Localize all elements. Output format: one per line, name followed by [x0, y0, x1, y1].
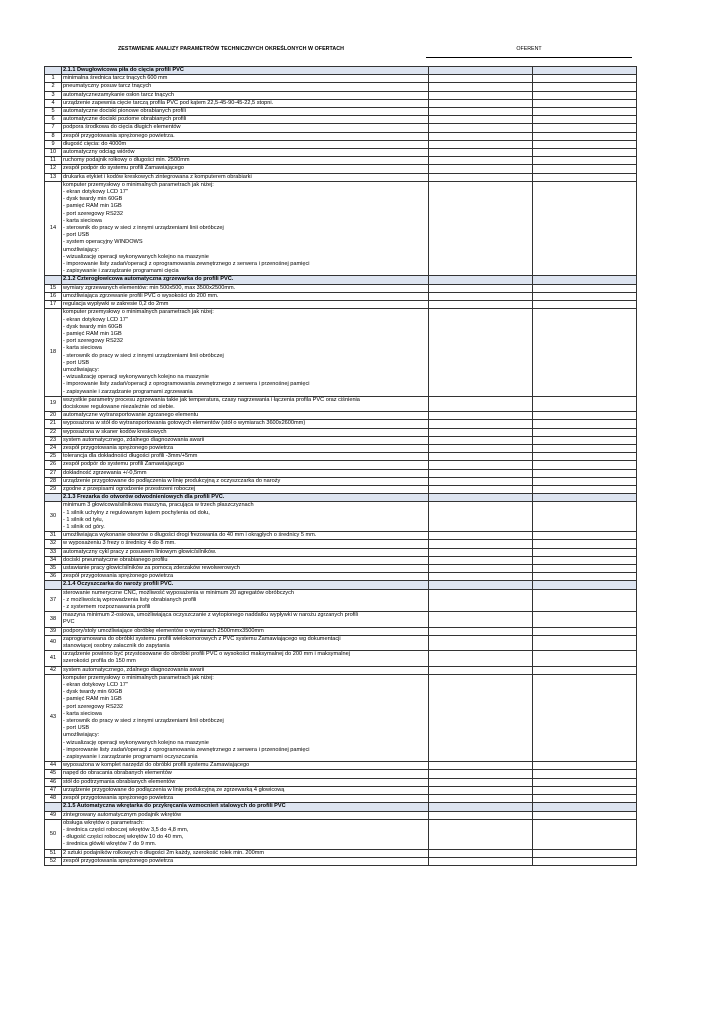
offer-remarks-cell[interactable] [533, 803, 637, 811]
table-row [45, 811, 637, 819]
row-number: 26 [45, 461, 62, 469]
parameter-text: system automatycznego, zdalnego diagnozowania awarii [62, 436, 429, 444]
row-number [45, 803, 62, 811]
offer-remarks-cell[interactable] [533, 99, 637, 107]
row-number: 48 [45, 795, 62, 803]
row-number: 5 [45, 108, 62, 116]
row-number: 24 [45, 444, 62, 452]
offer-value-cell[interactable] [429, 573, 533, 581]
row-number [45, 581, 62, 589]
row-number: 31 [45, 532, 62, 540]
offer-remarks-cell[interactable] [533, 173, 637, 181]
table-row [45, 469, 637, 477]
parameter-text: podpora środkowa do cięcia długich elementów [62, 124, 429, 132]
table-row [45, 819, 637, 849]
parameter-text: zespół przygotowania sprężonego powietrza [62, 444, 429, 452]
offer-value-cell[interactable] [429, 116, 533, 124]
offer-value-cell[interactable] [429, 453, 533, 461]
oferent-label: OFERENT [516, 46, 542, 52]
offer-value-cell[interactable] [429, 67, 533, 75]
section-header-row [45, 276, 637, 284]
row-number: 43 [45, 674, 62, 761]
offer-remarks-cell[interactable] [533, 651, 637, 666]
parameter-text: obsługa wkrętów o parametrach: - średnica części roboczej wkrętów 3,5 do 4,8 mm, - długość części roboczej wkrętów 10 do 40 mm, - średnica główki wkrętów 7 do 9 mm. [62, 819, 429, 849]
parameter-text: urządzenie przygotowane do podłączenia w linię produkcyjną z oczyszczarka do naroży [62, 477, 429, 485]
table-row [45, 116, 637, 124]
offer-value-cell[interactable] [429, 99, 533, 107]
offer-value-cell[interactable] [429, 181, 533, 276]
table-row [45, 795, 637, 803]
table-row [45, 502, 637, 532]
parameter-text: dociski pneumatyczne obrabianego profilu [62, 556, 429, 564]
offer-value-cell[interactable] [429, 292, 533, 300]
table-row [45, 540, 637, 548]
offer-remarks-cell[interactable] [533, 412, 637, 420]
row-number: 36 [45, 573, 62, 581]
row-number: 44 [45, 762, 62, 770]
parameter-text: komputer przemysłowy o minimalnych parametrach jak niżej: - ekran dotykowy LCD 17" - dysk twardy min 60GB - pamięć RAM min 1GB - port szeregowy RS232 - karta sieciowa - sterownik do pracy w sieci z innymi urządzeniami linii obróbczej - port USB umożliwiający: - wizualizację operacji wykonywanych kolejno na maszynie - imporowanie listy zadań/operacji z oprogramowania zewnętrznego z serwera i przenośnej pamięci - zapisywanie i zarządzanie programami oczyszczania [62, 674, 429, 761]
table-row [45, 612, 637, 627]
offer-remarks-cell[interactable] [533, 857, 637, 865]
offer-value-cell[interactable] [429, 857, 533, 865]
parameter-text: zespół przygotowania sprężonego powietrza [62, 857, 429, 865]
offer-value-cell[interactable] [429, 75, 533, 83]
row-number: 11 [45, 157, 62, 165]
parameter-text: urządzenie powinno być przystosowane do obróbki profili PVC o wysokości maksymalnej do 200 mm i maksymalnej szerokości profila do 150 mm [62, 651, 429, 666]
row-number: 39 [45, 627, 62, 635]
row-number: 51 [45, 849, 62, 857]
offer-remarks-cell[interactable] [533, 477, 637, 485]
offer-value-cell[interactable] [429, 494, 533, 502]
parameter-text: napęd do obracania obrabanych elementów [62, 770, 429, 778]
row-number: 41 [45, 651, 62, 666]
table-row [45, 548, 637, 556]
offer-remarks-cell[interactable] [533, 301, 637, 309]
offer-value-cell[interactable] [429, 589, 533, 612]
row-number: 6 [45, 116, 62, 124]
parameter-text: umożliwiająca wykonanie otworów o długości drogi frezowania do 40 mm i okrągłych o średnicy 5 mm. [62, 532, 429, 540]
offer-remarks-cell[interactable] [533, 540, 637, 548]
table-row [45, 556, 637, 564]
offer-remarks-cell[interactable] [533, 635, 637, 650]
parameter-text: wszystkie parametry procesu zgrzewania takie jak temperatura, czasy nagrzewania i łączenia profila PVC oraz ciśnienia dociskowe regulowane niezależnie od siebie. [62, 396, 429, 411]
row-number: 18 [45, 309, 62, 396]
offer-value-cell[interactable] [429, 469, 533, 477]
table-row [45, 627, 637, 635]
row-number: 30 [45, 502, 62, 532]
parameter-text: zintegrowany automatycznym podajnik wkrętów [62, 811, 429, 819]
offer-remarks-cell[interactable] [533, 849, 637, 857]
row-number: 47 [45, 786, 62, 794]
row-number: 1 [45, 75, 62, 83]
table-row [45, 436, 637, 444]
row-number: 35 [45, 565, 62, 573]
offer-value-cell[interactable] [429, 124, 533, 132]
offer-remarks-cell[interactable] [533, 75, 637, 83]
offer-remarks-cell[interactable] [533, 284, 637, 292]
offer-value-cell[interactable] [429, 301, 533, 309]
offer-value-cell[interactable] [429, 795, 533, 803]
parameter-text: sterowanie numeryczne CNC, możliwość wyposażenia w minimum 20 agregatów obróbczych - z możliwością wprowadzenia listy obrabianych profili - z systemem rozpoznawania profili [62, 589, 429, 612]
parameter-text: minimalna średnica tarcz tnących 600 mm [62, 75, 429, 83]
offer-remarks-cell[interactable] [533, 124, 637, 132]
table-row [45, 124, 637, 132]
offer-value-cell[interactable] [429, 819, 533, 849]
parameter-text: tolerancja dla dokładności długości profili -3mm/+5mm [62, 453, 429, 461]
parameter-text: urządzenie przygotowane do podłączenia w linię produkcyjną ze zgrzewarką 4 głowicową [62, 786, 429, 794]
table-row [45, 292, 637, 300]
offer-value-cell[interactable] [429, 565, 533, 573]
offer-remarks-cell[interactable] [533, 140, 637, 148]
table-row [45, 149, 637, 157]
row-number: 21 [45, 420, 62, 428]
offer-value-cell[interactable] [429, 276, 533, 284]
parameter-text: zespół przygotowania sprężonego powietrza [62, 795, 429, 803]
parameter-text: w wyposażeniu 3 frezy o średnicy 4 do 8 mm. [62, 540, 429, 548]
row-number: 25 [45, 453, 62, 461]
row-number: 10 [45, 149, 62, 157]
table-row [45, 396, 637, 411]
parameter-text: automatyczne dociski pionowe obrabianych profili [62, 108, 429, 116]
offer-remarks-cell[interactable] [533, 795, 637, 803]
parameter-text: automatyczne wytransportowanie zgrzanego elementu [62, 412, 429, 420]
section-header-row [45, 494, 637, 502]
offer-remarks-cell[interactable] [533, 762, 637, 770]
table-row [45, 770, 637, 778]
offer-remarks-cell[interactable] [533, 444, 637, 452]
row-number: 50 [45, 819, 62, 849]
parameter-text: stół do podtrzymania obrabianych elementów [62, 778, 429, 786]
section-header-row [45, 581, 637, 589]
offer-value-cell[interactable] [429, 461, 533, 469]
section-title: 2.1.1 Dwugłowicowa piła do cięcia profili PVC [62, 67, 429, 75]
table-row [45, 849, 637, 857]
parameter-text: ustawianie pracy głowic/silników za pomocą zderzaków rewolwerowych [62, 565, 429, 573]
offer-value-cell[interactable] [429, 532, 533, 540]
parameter-text: zgodne z przepisami ogrodzenie przestrzeni roboczej [62, 485, 429, 493]
section-header-row [45, 67, 637, 75]
row-number: 12 [45, 165, 62, 173]
parameter-text: zespół przygotowania sprężonego powietrza. [62, 132, 429, 140]
row-number: 2 [45, 83, 62, 91]
parameter-text: system automatycznego, zdalnego diagnozowania awarii [62, 666, 429, 674]
offer-remarks-cell[interactable] [533, 589, 637, 612]
row-number: 33 [45, 548, 62, 556]
parameter-text: regulacja wypływki w zakresie 0,2 do 2mm [62, 301, 429, 309]
offer-value-cell[interactable] [429, 436, 533, 444]
offer-value-cell[interactable] [429, 140, 533, 148]
table-row [45, 309, 637, 396]
table-row [45, 573, 637, 581]
offer-value-cell[interactable] [429, 165, 533, 173]
offer-remarks-cell[interactable] [533, 627, 637, 635]
offer-remarks-cell[interactable] [533, 819, 637, 849]
offer-value-cell[interactable] [429, 786, 533, 794]
parameter-text: 2 sztuki podajników rolkowych o długości 2m każdy, szerokość rolek min. 200mm [62, 849, 429, 857]
parameter-text: dokładność zgrzewania +/-0,5mm [62, 469, 429, 477]
parameter-text: maszyna minimum 2-osiowa, umożliwiająca oczyszczanie z wytopionego naddatku wypływki w narożu zgrzanych profili PVC [62, 612, 429, 627]
parameter-text: wyposażona w komplet narzędzi do obróbki profili systemu Zamawiającego [62, 762, 429, 770]
row-number: 20 [45, 412, 62, 420]
parameter-text: zespół podpór do systemu profili Zamawiającego [62, 461, 429, 469]
offer-remarks-cell[interactable] [533, 276, 637, 284]
offer-value-cell[interactable] [429, 477, 533, 485]
offer-remarks-cell[interactable] [533, 309, 637, 396]
offer-remarks-cell[interactable] [533, 396, 637, 411]
offer-value-cell[interactable] [429, 83, 533, 91]
offer-remarks-cell[interactable] [533, 149, 637, 157]
parameter-text: minimum 3 głowicowa/silnikowa maszyna, pracująca w trzech płaszczyznach - 1 silnik uchylny z regulowanym kątem pochylenia od dołu, - 1 silnik od tyłu, - 1 silnik od góry. [62, 502, 429, 532]
table-row [45, 412, 637, 420]
row-number: 52 [45, 857, 62, 865]
row-number: 34 [45, 556, 62, 564]
table-row [45, 786, 637, 794]
table-row [45, 778, 637, 786]
parameter-text: umożliwiająca zgrzewanie profili PVC o wysokości do 200 mm. [62, 292, 429, 300]
row-number: 42 [45, 666, 62, 674]
parameter-text: zaprogramowana do obróbki systemu profili wielokomorowych z PVC systemu Zamawiającego wg dokumentacji stanowiącej osobny załacznik do zapytania [62, 635, 429, 650]
table-row [45, 140, 637, 148]
table-row [45, 157, 637, 165]
offer-remarks-cell[interactable] [533, 469, 637, 477]
offer-remarks-cell[interactable] [533, 91, 637, 99]
offer-value-cell[interactable] [429, 627, 533, 635]
row-number: 27 [45, 469, 62, 477]
offer-value-cell[interactable] [429, 428, 533, 436]
offer-value-cell[interactable] [429, 556, 533, 564]
offer-value-cell[interactable] [429, 396, 533, 411]
row-number: 17 [45, 301, 62, 309]
offer-remarks-cell[interactable] [533, 67, 637, 75]
row-number: 9 [45, 140, 62, 148]
row-number: 28 [45, 477, 62, 485]
oferent-underline [426, 57, 632, 58]
offer-value-cell[interactable] [429, 651, 533, 666]
row-number [45, 494, 62, 502]
offer-remarks-cell[interactable] [533, 116, 637, 124]
offer-remarks-cell[interactable] [533, 565, 637, 573]
row-number: 32 [45, 540, 62, 548]
parameter-text: drukarka etykiet i kodów kreskowych zintegrowana z komputerem obrabiarki [62, 173, 429, 181]
offer-value-cell[interactable] [429, 770, 533, 778]
offer-value-cell[interactable] [429, 309, 533, 396]
offer-remarks-cell[interactable] [533, 556, 637, 564]
offer-value-cell[interactable] [429, 284, 533, 292]
row-number: 29 [45, 485, 62, 493]
offer-value-cell[interactable] [429, 502, 533, 532]
offer-remarks-cell[interactable] [533, 157, 637, 165]
row-number: 49 [45, 811, 62, 819]
parameters-table [44, 66, 637, 866]
table-row [45, 485, 637, 493]
offer-value-cell[interactable] [429, 581, 533, 589]
offer-remarks-cell[interactable] [533, 573, 637, 581]
table-row [45, 461, 637, 469]
table-row [45, 428, 637, 436]
table-row [45, 99, 637, 107]
table-row [45, 132, 637, 140]
table-row [45, 284, 637, 292]
parameter-text: automatyczny cykl pracy z posuwem liniowym głowic/silników. [62, 548, 429, 556]
parameter-text: zespół podpór do systemu profili Zamawiającego [62, 165, 429, 173]
offer-value-cell[interactable] [429, 666, 533, 674]
offer-remarks-cell[interactable] [533, 666, 637, 674]
document-title: ZESTAWIENIE ANALIZY PARAMETRÓW TECHNICZNYCH OKREŚLONYCH W OFERTACH [118, 46, 345, 52]
section-title: 2.1.5 Automatyczna wkrętarka do przykręcania wzmocnień stalowych do profili PVC [62, 803, 429, 811]
offer-remarks-cell[interactable] [533, 778, 637, 786]
offer-remarks-cell[interactable] [533, 436, 637, 444]
table-row [45, 301, 637, 309]
offer-value-cell[interactable] [429, 540, 533, 548]
table-row [45, 532, 637, 540]
offer-remarks-cell[interactable] [533, 532, 637, 540]
offer-value-cell[interactable] [429, 420, 533, 428]
table-row [45, 420, 637, 428]
offer-value-cell[interactable] [429, 444, 533, 452]
parameter-text: urządzenie zapewnia cięcie tarczą profila PVC pod kątem 22,5-45-90-45-22,5 stopni. [62, 99, 429, 107]
parameter-text: wyposażona w stół do wytransportowania gotowych elementów (stół o wymiarach 3600x2600mm) [62, 420, 429, 428]
offer-remarks-cell[interactable] [533, 548, 637, 556]
row-number: 19 [45, 396, 62, 411]
offer-value-cell[interactable] [429, 173, 533, 181]
offer-value-cell[interactable] [429, 485, 533, 493]
table-row [45, 666, 637, 674]
table-row [45, 674, 637, 761]
row-number: 4 [45, 99, 62, 107]
table-row [45, 444, 637, 452]
row-number: 15 [45, 284, 62, 292]
row-number: 7 [45, 124, 62, 132]
row-number: 45 [45, 770, 62, 778]
parameters-table-body [45, 67, 637, 866]
offer-value-cell[interactable] [429, 132, 533, 140]
table-row [45, 589, 637, 612]
offer-remarks-cell[interactable] [533, 581, 637, 589]
offer-value-cell[interactable] [429, 803, 533, 811]
section-title: 2.1.2 Czterogłowicowa automatyczna zgrzewarka do profili PVC. [62, 276, 429, 284]
parameter-text: komputer przemysłowy o minimalnych parametrach jak niżej: - ekran dotykowy LCD 17" - dysk twardy min 60GB - pamięć RAM min 1GB - port szeregowy RS232 - karta sieciowa - sterownik do pracy w sieci z innymi urządzeniami linii obróbczej - port USB umożliwiający: - wizualizację operacji wykonywanych kolejno na maszynie - imporowanie listy zadań/operacji z oprogramowania zewnętrznego z serwera i przenośnej pamięci - zapisywanie i zarządzanie programami zgrzewania [62, 309, 429, 396]
row-number: 23 [45, 436, 62, 444]
table-row [45, 565, 637, 573]
offer-value-cell[interactable] [429, 412, 533, 420]
offer-remarks-cell[interactable] [533, 811, 637, 819]
parameter-text: automatyczny odciąg wiórów [62, 149, 429, 157]
offer-value-cell[interactable] [429, 635, 533, 650]
row-number: 38 [45, 612, 62, 627]
offer-remarks-cell[interactable] [533, 108, 637, 116]
offer-remarks-cell[interactable] [533, 461, 637, 469]
offer-remarks-cell[interactable] [533, 770, 637, 778]
offer-value-cell[interactable] [429, 849, 533, 857]
row-number: 46 [45, 778, 62, 786]
table-row [45, 108, 637, 116]
parameter-text: zespół przygotowania sprężonego powietrza [62, 573, 429, 581]
offer-remarks-cell[interactable] [533, 674, 637, 761]
parameter-text: komputer przemysłowy o minimalnych parametrach jak niżej: - ekran dotykowy LCD 17" - dysk twardy min 60GB - pamięć RAM min 1GB - port szeregowy RS232 - karta sieciowa - sterownik do pracy w sieci z innymi urządzeniami linii obróbczej - port USB - system operacyjny WINDOWS umożliwiający: - wizualizację operacji wykonywanych kolejno na maszynie - imporowanie listy zadań/operacji z oprogramowania zewnętrznego z serwera i przenośnej pamięci - zapisywanie i zarządzanie programami cięcia [62, 181, 429, 276]
parameter-text: podpory/stoły umożliwiające obróbkę elementów o wymiarach 2500mmx3500mm [62, 627, 429, 635]
section-header-row [45, 803, 637, 811]
section-title: 2.1.3 Frezarka do otworów odwodnieniowych dla profili PVC. [62, 494, 429, 502]
offer-value-cell[interactable] [429, 108, 533, 116]
offer-remarks-cell[interactable] [533, 612, 637, 627]
table-row [45, 453, 637, 461]
offer-value-cell[interactable] [429, 778, 533, 786]
offer-value-cell[interactable] [429, 157, 533, 165]
row-number: 14 [45, 181, 62, 276]
offer-value-cell[interactable] [429, 548, 533, 556]
offer-remarks-cell[interactable] [533, 83, 637, 91]
section-title: 2.1.4 Oczyszczarka do naroży profili PVC. [62, 581, 429, 589]
table-row [45, 857, 637, 865]
row-number: 16 [45, 292, 62, 300]
offer-value-cell[interactable] [429, 674, 533, 761]
table-row [45, 651, 637, 666]
table-row [45, 762, 637, 770]
parameter-text: wymiary zgrzewanych elementów: min 500x500, max 3500x2500mm. [62, 284, 429, 292]
offer-remarks-cell[interactable] [533, 786, 637, 794]
offer-value-cell[interactable] [429, 149, 533, 157]
offer-remarks-cell[interactable] [533, 502, 637, 532]
row-number [45, 276, 62, 284]
row-number: 3 [45, 91, 62, 99]
row-number: 13 [45, 173, 62, 181]
row-number: 8 [45, 132, 62, 140]
table-row [45, 173, 637, 181]
offer-value-cell[interactable] [429, 612, 533, 627]
parameter-text: wyposażona w skaner kodów kreskowych [62, 428, 429, 436]
offer-remarks-cell[interactable] [533, 428, 637, 436]
offer-remarks-cell[interactable] [533, 292, 637, 300]
parameter-text: pneumatyczny posuw tarcz tnących [62, 83, 429, 91]
offer-remarks-cell[interactable] [533, 132, 637, 140]
table-row [45, 91, 637, 99]
row-number [45, 67, 62, 75]
offer-remarks-cell[interactable] [533, 453, 637, 461]
offer-remarks-cell[interactable] [533, 181, 637, 276]
row-number: 40 [45, 635, 62, 650]
parameter-text: automatyczne dociski poziome obrabianych profili [62, 116, 429, 124]
parameter-text: automatycznezamykanie osłon tarcz tnących [62, 91, 429, 99]
table-row [45, 165, 637, 173]
parameter-text: ruchomy podajnik rolkowy o długości min. 2500mm [62, 157, 429, 165]
offer-remarks-cell[interactable] [533, 494, 637, 502]
offer-remarks-cell[interactable] [533, 485, 637, 493]
offer-remarks-cell[interactable] [533, 420, 637, 428]
table-row [45, 477, 637, 485]
table-row [45, 83, 637, 91]
table-row [45, 75, 637, 83]
table-row [45, 635, 637, 650]
offer-value-cell[interactable] [429, 811, 533, 819]
offer-remarks-cell[interactable] [533, 165, 637, 173]
row-number: 22 [45, 428, 62, 436]
table-row [45, 181, 637, 276]
parameter-text: długość cięcia: do 4000m [62, 140, 429, 148]
offer-value-cell[interactable] [429, 762, 533, 770]
offer-value-cell[interactable] [429, 91, 533, 99]
row-number: 37 [45, 589, 62, 612]
